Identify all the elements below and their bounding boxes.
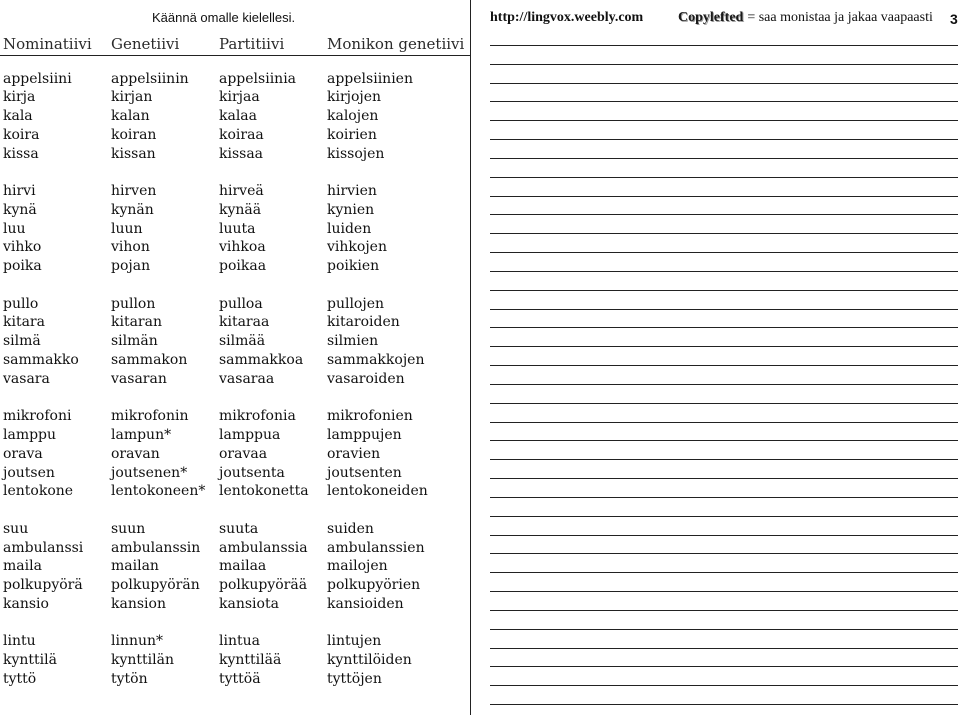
word-nominative: kitara <box>3 314 45 331</box>
word-nominative: lentokone <box>3 483 74 500</box>
word-partitive: koiraa <box>219 126 264 143</box>
writing-line <box>490 177 958 178</box>
word-nominative: vasara <box>3 370 50 387</box>
writing-line <box>490 459 958 460</box>
word-plural-genitive: kynttilöiden <box>327 652 412 669</box>
writing-line <box>490 422 958 423</box>
word-nominative: hirvi <box>3 183 36 200</box>
word-row <box>0 332 470 351</box>
word-partitive: lintua <box>219 633 260 650</box>
word-genitive: kynän <box>111 201 154 218</box>
word-nominative: silmä <box>3 333 41 350</box>
word-genitive: kynttilän <box>111 652 174 669</box>
word-genitive: suun <box>111 520 146 537</box>
word-group <box>0 70 470 164</box>
word-plural-genitive: poikien <box>327 258 380 275</box>
word-row <box>0 632 470 651</box>
word-genitive: lentokoneen* <box>111 483 206 500</box>
word-nominative: pullo <box>3 295 39 312</box>
writing-line <box>490 685 958 686</box>
word-genitive: silmän <box>111 333 158 350</box>
writing-line <box>490 629 958 630</box>
word-plural-genitive: mailojen <box>327 558 388 575</box>
word-nominative: poika <box>3 258 42 275</box>
word-partitive: kalaa <box>219 108 258 125</box>
word-row <box>0 651 470 670</box>
writing-line <box>490 591 958 592</box>
word-partitive: poikaa <box>219 258 267 275</box>
word-plural-genitive: pullojen <box>327 295 385 312</box>
word-plural-genitive: vasaroiden <box>327 370 405 387</box>
word-nominative: lamppu <box>3 427 57 444</box>
word-group <box>0 182 470 276</box>
writing-line <box>490 309 958 310</box>
word-nominative: vihko <box>3 239 42 256</box>
writing-line <box>490 346 958 347</box>
word-partitive: ambulanssia <box>219 539 308 556</box>
word-row <box>0 88 470 107</box>
writing-line <box>490 704 958 705</box>
word-row <box>0 670 470 689</box>
word-nominative: kala <box>3 108 33 125</box>
word-row <box>0 595 470 614</box>
word-plural-genitive: kynien <box>327 201 375 218</box>
word-row <box>0 482 470 501</box>
column-header-genitive: Genetiivi <box>111 35 180 53</box>
writing-line <box>490 535 958 536</box>
word-partitive: vasaraa <box>219 370 275 387</box>
word-partitive: sammakkoa <box>219 351 304 368</box>
page-number: 3 <box>950 11 958 27</box>
writing-line <box>490 648 958 649</box>
word-partitive: lentokonetta <box>219 483 309 500</box>
word-genitive: kirjan <box>111 89 153 106</box>
word-genitive: pojan <box>111 258 151 275</box>
word-nominative: ambulanssi <box>3 539 84 556</box>
word-plural-genitive: lintujen <box>327 633 382 650</box>
word-row <box>0 126 470 145</box>
word-plural-genitive: vihkojen <box>327 239 387 256</box>
writing-line <box>490 64 958 65</box>
column-divider <box>470 0 471 715</box>
word-nominative: tyttö <box>3 671 37 687</box>
word-plural-genitive: hirvien <box>327 183 377 200</box>
writing-line <box>490 45 958 46</box>
word-partitive: mailaa <box>219 558 267 575</box>
word-partitive: kitaraa <box>219 314 270 331</box>
word-partitive: polkupyörää <box>219 577 308 594</box>
word-group <box>0 407 470 501</box>
word-plural-genitive: appelsiinien <box>327 70 413 87</box>
word-nominative: joutsen <box>3 464 55 481</box>
word-nominative: maila <box>3 558 42 575</box>
source-url: http://lingvox.weebly.com <box>490 10 644 25</box>
word-genitive: joutsenen* <box>111 464 188 481</box>
writing-line <box>490 158 958 159</box>
writing-line <box>490 233 958 234</box>
word-plural-genitive: kansioiden <box>327 595 404 612</box>
writing-line <box>490 440 958 441</box>
word-row <box>0 295 470 314</box>
column-header-plural-genitive: Monikon genetiivi <box>327 35 465 53</box>
word-group <box>0 520 470 614</box>
word-genitive: hirven <box>111 183 157 200</box>
word-row <box>0 220 470 239</box>
writing-line <box>490 553 958 554</box>
word-partitive: pulloa <box>219 295 263 312</box>
word-partitive: vihkoa <box>219 239 266 256</box>
word-plural-genitive: kitaroiden <box>327 314 400 331</box>
word-row <box>0 464 470 483</box>
word-plural-genitive: kirjojen <box>327 89 382 106</box>
word-nominative: kirja <box>3 89 36 106</box>
word-partitive: joutsenta <box>219 464 285 481</box>
word-genitive: kitaran <box>111 314 162 331</box>
word-partitive: luuta <box>219 220 256 237</box>
word-partitive: lamppua <box>219 427 281 444</box>
word-row <box>0 107 470 126</box>
word-genitive: tytön <box>111 671 148 687</box>
word-plural-genitive: mikrofonien <box>327 408 413 425</box>
word-row <box>0 576 470 595</box>
word-row <box>0 182 470 201</box>
word-plural-genitive: koirien <box>327 126 377 143</box>
word-partitive: appelsiinia <box>219 70 297 87</box>
word-genitive: kalan <box>111 108 150 125</box>
word-partitive: tyttöä <box>219 671 261 687</box>
word-genitive: polkupyörän <box>111 577 200 594</box>
word-partitive: kissaa <box>219 145 264 162</box>
writing-line <box>490 478 958 479</box>
word-row <box>0 407 470 426</box>
word-genitive: koiran <box>111 126 157 143</box>
word-row <box>0 426 470 445</box>
word-nominative: kansio <box>3 595 49 612</box>
word-genitive: ambulanssin <box>111 539 201 556</box>
writing-line <box>490 252 958 253</box>
word-nominative: kynttilä <box>3 652 57 669</box>
word-row <box>0 539 470 558</box>
writing-line <box>490 327 958 328</box>
word-partitive: kynttilää <box>219 652 282 669</box>
word-row <box>0 238 470 257</box>
writing-line <box>490 120 958 121</box>
writing-line <box>490 572 958 573</box>
word-row <box>0 313 470 332</box>
word-nominative: kynä <box>3 201 37 218</box>
word-nominative: appelsiini <box>3 70 72 87</box>
word-nominative: koira <box>3 126 40 143</box>
word-row <box>0 557 470 576</box>
word-genitive: lampun* <box>111 427 172 444</box>
word-plural-genitive: sammakkojen <box>327 351 425 368</box>
writing-line <box>490 271 958 272</box>
word-row <box>0 370 470 389</box>
word-genitive: sammakon <box>111 351 188 368</box>
word-row <box>0 445 470 464</box>
word-plural-genitive: lentokoneiden <box>327 483 428 500</box>
word-nominative: mikrofoni <box>3 408 72 425</box>
word-row <box>0 351 470 370</box>
word-group <box>0 632 470 688</box>
column-header-nominative: Nominatiivi <box>3 35 92 53</box>
word-nominative: luu <box>3 220 26 237</box>
writing-line <box>490 214 958 215</box>
writing-line <box>490 610 958 611</box>
writing-line <box>490 101 958 102</box>
writing-line <box>490 497 958 498</box>
word-partitive: kirjaa <box>219 89 260 106</box>
word-partitive: kansiota <box>219 595 279 612</box>
writing-line <box>490 384 958 385</box>
word-partitive: oravaa <box>219 445 268 462</box>
writing-line <box>490 139 958 140</box>
word-plural-genitive: joutsenten <box>327 464 402 481</box>
copyleft-label: Copylefted <box>678 10 744 25</box>
writing-line <box>490 516 958 517</box>
word-row <box>0 257 470 276</box>
word-plural-genitive: lamppujen <box>327 427 402 444</box>
word-plural-genitive: kalojen <box>327 108 379 125</box>
writing-line <box>490 196 958 197</box>
word-plural-genitive: kissojen <box>327 145 385 162</box>
writing-line <box>490 403 958 404</box>
word-genitive: mikrofonin <box>111 408 189 425</box>
word-list <box>0 70 470 689</box>
word-nominative: orava <box>3 445 43 462</box>
word-plural-genitive: luiden <box>327 220 372 237</box>
header-rule <box>0 55 470 56</box>
word-nominative: suu <box>3 520 29 537</box>
column-header-partitive: Partitiivi <box>219 35 285 53</box>
copyleft-note: = saa monistaa ja jakaa vaapaasti <box>747 10 933 25</box>
word-row <box>0 520 470 539</box>
word-partitive: kynää <box>219 201 262 218</box>
word-plural-genitive: silmien <box>327 333 379 350</box>
word-nominative: kissa <box>3 145 39 162</box>
word-plural-genitive: polkupyörien <box>327 577 421 594</box>
word-genitive: luun <box>111 220 143 237</box>
word-partitive: hirveä <box>219 183 264 200</box>
word-genitive: vihon <box>111 239 150 256</box>
word-genitive: linnun* <box>111 633 164 650</box>
copyleft-line <box>678 9 933 27</box>
answer-area <box>490 45 958 705</box>
word-genitive: appelsiinin <box>111 70 189 87</box>
word-genitive: pullon <box>111 295 156 312</box>
word-nominative: lintu <box>3 633 36 650</box>
word-partitive: mikrofonia <box>219 408 296 425</box>
word-partitive: silmää <box>219 333 266 350</box>
instruction-text: Käännä omalle kielellesi. <box>152 10 296 25</box>
word-row <box>0 70 470 89</box>
word-partitive: suuta <box>219 520 259 537</box>
word-genitive: vasaran <box>111 370 167 387</box>
writing-line <box>490 83 958 84</box>
word-nominative: polkupyörä <box>3 577 83 594</box>
word-genitive: oravan <box>111 445 160 462</box>
word-group <box>0 295 470 389</box>
writing-line <box>490 290 958 291</box>
word-row <box>0 145 470 164</box>
word-plural-genitive: ambulanssien <box>327 539 425 556</box>
word-plural-genitive: tyttöjen <box>327 671 382 687</box>
writing-line <box>490 666 958 667</box>
writing-line <box>490 365 958 366</box>
word-row <box>0 201 470 220</box>
word-nominative: sammakko <box>3 351 79 368</box>
word-genitive: kansion <box>111 595 166 612</box>
word-plural-genitive: suiden <box>327 520 374 537</box>
word-plural-genitive: oravien <box>327 445 381 462</box>
word-genitive: mailan <box>111 558 159 575</box>
word-genitive: kissan <box>111 145 156 162</box>
